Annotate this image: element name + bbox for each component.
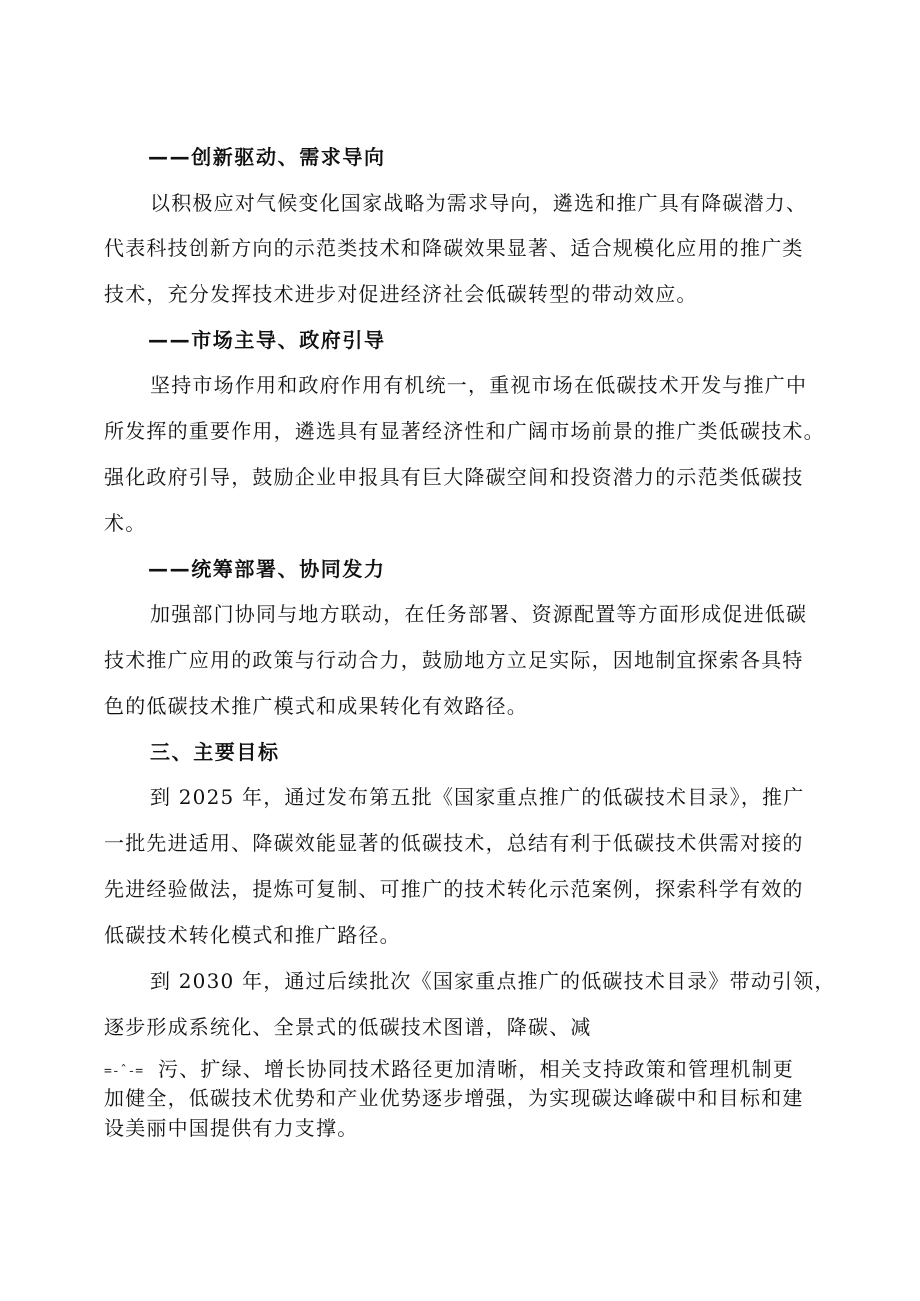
paragraph-line: 低碳技术转化模式和推广路径。 (104, 923, 401, 947)
paragraph-line: 加强部门协同与地方联动，在任务部署、资源配置等方面形成促进低碳 (150, 602, 808, 626)
ocr-artifact-text: =-ˆ-= (104, 1064, 144, 1079)
paragraph-line: 到 2025 年，通过发布第五批《国家重点推广的低碳技术目录》，推广 (150, 785, 805, 809)
paragraph-line: 逐步形成系统化、全景式的低碳技术图谱，降碳、减 (104, 1015, 592, 1039)
paragraph-line: 强化政府引导，鼓励企业申报具有巨大降碳空间和投资潜力的示范类低碳技 (104, 465, 804, 489)
section-heading: ——统筹部署、协同发力 (148, 557, 386, 581)
paragraph-line: 一批先进适用、降碳效能显著的低碳技术，总结有利于低碳技术供需对接的 (104, 831, 804, 855)
paragraph-line: 设美丽中国提供有力支撑。 (104, 1116, 359, 1140)
paragraph-line: 加健全，低碳技术优势和产业优势逐步增强，为实现碳达峰碳中和目标和建 (104, 1086, 804, 1110)
paragraph-line: 以积极应对气候变化国家战略为需求导向，遴选和推广具有降碳潜力、 (150, 191, 808, 215)
paragraph-line: 到 2030 年，通过后续批次《国家重点推广的低碳技术目录》带动引领， (150, 969, 836, 993)
paragraph-line: 污、扩绿、增长协同技术路径更加清晰，相关支持政策和管理机制更 (158, 1057, 794, 1081)
section-heading: ——创新驱动、需求导向 (148, 145, 386, 169)
paragraph-line: 代表科技创新方向的示范类技术和降碳效果显著、适合规模化应用的推广类 (104, 236, 804, 260)
section-heading: 三、主要目标 (150, 740, 280, 764)
paragraph-line: 先进经验做法，提炼可复制、可推广的技术转化示范案例，探索科学有效的 (104, 877, 804, 901)
paragraph-line: 色的低碳技术推广模式和成果转化有效路径。 (104, 694, 528, 718)
paragraph-line: 技术，充分发挥技术进步对促进经济社会低碳转型的带动效应。 (104, 282, 698, 306)
paragraph-line: 术。 (104, 511, 147, 535)
section-heading: ——市场主导、政府引导 (148, 328, 386, 352)
paragraph-line: 技术推广应用的政策与行动合力，鼓励地方立足实际，因地制宜探索各具特 (104, 648, 804, 672)
paragraph-line: 坚持市场作用和政府作用有机统一，重视市场在低碳技术开发与推广中 (150, 373, 808, 397)
paragraph-line: 所发挥的重要作用，遴选具有显著经济性和广阔市场前景的推广类低碳技术。 (104, 419, 825, 443)
